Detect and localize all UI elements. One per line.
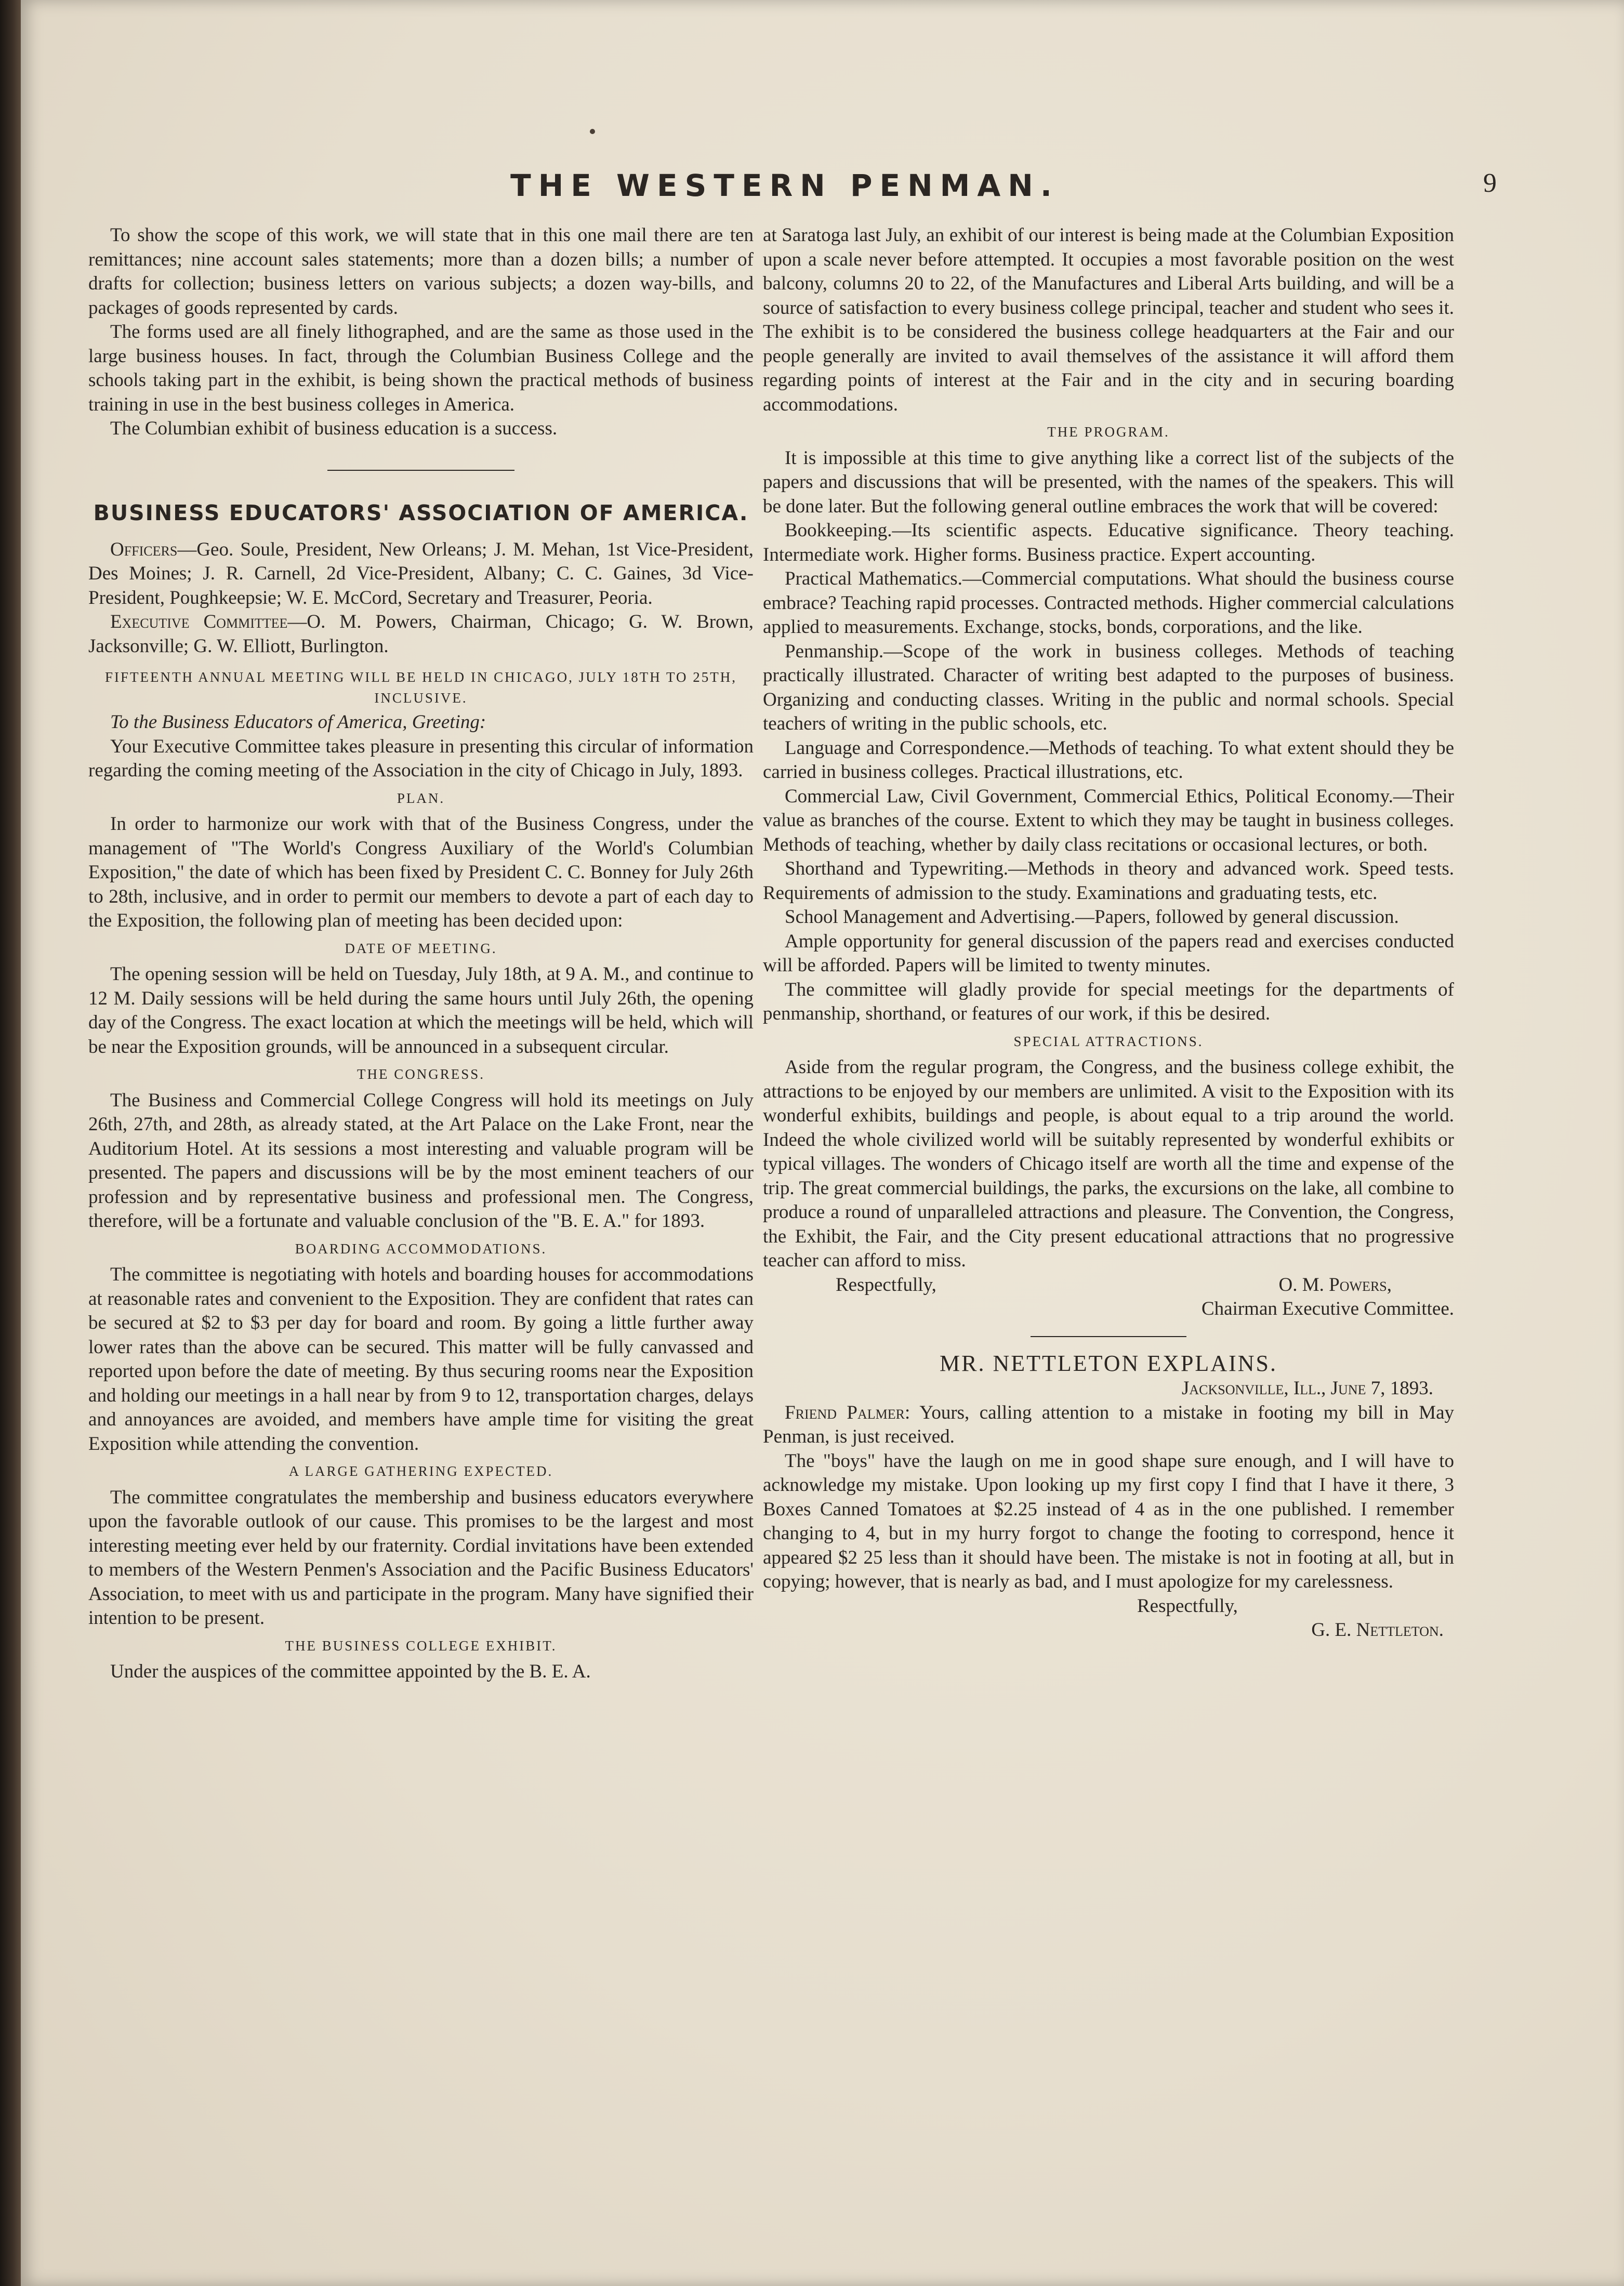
program-item: Bookkeeping.—Its scientific aspects. Educative significance. Theory teaching. Intermediate work. Higher forms. Business practice. Expert accounting.: [763, 520, 1454, 565]
subheading: SPECIAL ATTRACTIONS.: [1013, 1033, 1204, 1049]
officers-text: —Geo. Soule, President, New Orleans; J. M. Mehan, 1st Vice-President, Des Moines; J. R. Carnell, 2d Vice-President, Albany; C. C. Gaines, 3d Vice-President, Poughkeepsie; W. E. McCord, Secretary and Treasurer, Peoria.: [88, 538, 754, 609]
masthead-title: THE WESTERN PENMAN.: [510, 168, 1059, 203]
executive-text: —O. M. Powers, Chairman, Chicago; G. W. Brown, Jacksonville; G. W. Elliott, Burlington.: [88, 611, 754, 657]
program-item: School Management and Advertising.—Papers, followed by general discussion.: [785, 906, 1399, 928]
paragraph: Aside from the regular program, the Congress, and the business college exhibit, the attractions to be enjoyed by our members are unlimited. A visit to the Exposition with its wonderful exhibits, buildings and people, is about equal to a trip around the world. Indeed the whole civilized world will be suitably represented by wonderful exhibits or typical villages. The wonders of Chicago itself are worth all the time and expense of the trip. The great commercial buildings, the parks, the excursions on the lake, all combine to produce a round of unparalleled attractions and pleasure. The Convention, the Congress, the Exhibit, the Fair, and the City present educational attractions that no progressive teacher can afford to miss.: [763, 1056, 1454, 1271]
paragraph: Your Executive Committee takes pleasure in presenting this circular of information regarding the coming meeting of the Association in the city of Chicago in July, 1893.: [88, 735, 754, 781]
subheading: THE CONGRESS.: [357, 1066, 485, 1082]
executive-label: Executive Committee: [110, 611, 288, 632]
subheading: DATE OF MEETING.: [345, 940, 497, 956]
paragraph: Ample opportunity for general discussion of the papers read and exercises conducted will be afforded. Papers will be limited to twenty minutes.: [763, 930, 1454, 976]
closing: Respectfully,: [1137, 1595, 1238, 1617]
paragraph: The forms used are all finely lithographed, and are the same as those used in the large business houses. In fact, through the Columbian Business College and the schools taking part in the exhibit, is being shown the practical methods of business training in use in the best business colleges in America.: [88, 321, 754, 415]
left-column: [88, 223, 754, 1684]
officers-paragraph: [88, 538, 754, 611]
subheading: PLAN.: [397, 790, 445, 806]
paragraph: at Saratoga last July, an exhibit of our interest is being made at the Columbian Exposition upon a scale never before attempted. It occupies a most favorable position on the west balcony, columns 20 to 22, of the Manufactures and Liberal Arts building, and will be a source of satisfaction to every business college principal, teacher and student who sees it. The exhibit is to be considered the business college headquarters at the Fair and our people generally are invited to avail themselves of the assistance it will afford them regarding points of interest at the Fair and in the city and in securing boarding accommodations.: [763, 224, 1454, 415]
program-item: Practical Mathematics.—Commercial computations. What should the business course embrace? Teaching rapid processes. Contracted methods. Higher commercial calculations applied to measurements. Exchange, stocks, bonds, corporations, and the like.: [763, 568, 1454, 638]
paragraph: The opening session will be held on Tuesday, July 18th, at 9 A. M., and continue to 12 M. Daily sessions will be held during the same hours until July 26th, the opening day of the Congress. The exact location at which the meetings will be held, which will be near the Exposition grounds, will be announced in a subsequent circular.: [88, 963, 754, 1058]
paragraph: In order to harmonize our work with that of the Business Congress, under the management of "The World's Congress Auxiliary of the World's Columbian Exposition," the date of which has been fixed by President C. C. Bonney for July 26th to 28th, inclusive, and in order to permit our members to devote a part of each day to the Exposition, the following plan of meeting has been decided upon:: [88, 813, 754, 931]
signature-name: O. M. Powers,: [1278, 1274, 1392, 1296]
paragraph: The Business and Commercial College Congress will hold its meetings on July 26th, 27th, and 28th, as already stated, at the Art Palace on the Lake Front, near the Auditorium Hotel. At its sessions a most interesting and valuable program will be presented. The papers and discussions will be by the most eminent teachers of our profession and by representative business and professional men. The Congress, therefore, will be a fortunate and valuable conclusion of the "B. E. A." for 1893.: [88, 1089, 754, 1232]
paragraph: Under the auspices of the committee appointed by the B. E. A.: [110, 1661, 591, 1682]
ink-dot: [590, 129, 595, 134]
paragraph: The committee congratulates the membership and business educators everywhere upon the favorable outlook of our cause. This promises to be the largest and most interesting meeting ever held by our fraternity. Cordial invitations have been extended to members of the Western Penmen's Association and the Pacific Business Educators' Association, to meet with us and participate in the program. Many have signified their intention to be present.: [88, 1486, 754, 1629]
paragraph: The committee is negotiating with hotels and boarding houses for accommodations at reasonable rates and convenient to the Exposition. They are confident that rates can be secured at $2 to $3 per day for board and room. By going a little further away lower rates than the above can be secured. This matter will be fully canvassed and reported upon before the date of meeting. By thus securing rooms near the Exposition and holding our meetings in a hall near by from 9 to 12, transportation charges, delays and annoyances are avoided, and members have ample time for visiting the great Exposition while attending the convention.: [88, 1264, 754, 1455]
paragraph: To show the scope of this work, we will state that in this one mail there are ten remittances; nine account sales statements; more than a dozen bills; a number of drafts for collection; business letters on various subjects; a dozen way-bills, and packages of goods represented by cards.: [88, 224, 754, 319]
program-item: Language and Correspondence.—Methods of teaching. To what extent should they be carried in business colleges. Practical illustrations, etc.: [763, 737, 1454, 783]
dateline: Jacksonville, Ill., June 7, 1893.: [1181, 1378, 1433, 1399]
subheading: BOARDING ACCOMMODATIONS.: [295, 1240, 547, 1257]
officers-label: Officers: [110, 538, 178, 560]
article-title: MR. NETTLETON EXPLAINS.: [940, 1350, 1277, 1376]
scanned-page: [21, 0, 1624, 2286]
signature-block: [763, 1273, 1454, 1298]
subheading: THE PROGRAM.: [1047, 424, 1170, 440]
right-column: [763, 223, 1454, 1643]
article-title: BUSINESS EDUCATORS' ASSOCIATION OF AMERICA.: [93, 500, 749, 525]
subheading: A LARGE GATHERING EXPECTED.: [288, 1463, 553, 1479]
letter-text: Yours, calling attention to a mistake in footing my bill in May Penman, is just received.: [763, 1402, 1454, 1447]
section-divider: [1031, 1336, 1186, 1337]
book-spine-edge: [0, 0, 21, 2286]
salutation: Friend Palmer:: [785, 1402, 910, 1423]
program-item: Shorthand and Typewriting.—Methods in theory and advanced work. Speed tests. Requirements of admission to the study. Examinations and graduating tests, etc.: [763, 858, 1454, 904]
executive-paragraph: [88, 610, 754, 658]
signature-respectfully: Respectfully,: [836, 1274, 936, 1296]
page-number: 9: [1483, 168, 1497, 198]
paragraph: It is impossible at this time to give anything like a correct list of the subjects of the papers and discussions that will be presented, with the names of the speakers. This will be done later. But the following general outline embraces the work that will be covered:: [763, 447, 1454, 517]
subheading: FIFTEENTH ANNUAL MEETING WILL BE HELD IN CHICAGO, JULY 18TH TO 25TH, INCLUSIVE.: [105, 669, 737, 706]
closing-name: G. E. Nettleton.: [1311, 1619, 1444, 1641]
signature-title: Chairman Executive Committee.: [1201, 1298, 1454, 1319]
paragraph: The "boys" have the laugh on me in good shape sure enough, and I will have to acknowledge my mistake. Upon looking up my first copy I find that I have it there, 3 Boxes Canned Tomatoes at $2.25 instead of 4 as in the one published. I remember changing to 4, but in my hurry forgot to change the footing to correspond, hence it appeared $2 25 less than it should have been. The mistake is not in footing at all, but in copying; however, that is nearly as bad, and I must apologize for my carelessness.: [763, 1450, 1454, 1592]
paragraph: The Columbian exhibit of business education is a success.: [110, 418, 558, 439]
letter-opening: [763, 1401, 1454, 1449]
program-item: Commercial Law, Civil Government, Commercial Ethics, Political Economy.—Their value as branches of the course. Extent to which they may be taught in business colleges. Methods of teaching, whether by daily class recitations or occasional lectures, or both.: [763, 785, 1454, 855]
greeting: To the Business Educators of America, Greeting:: [110, 711, 486, 733]
program-item: Penmanship.—Scope of the work in business colleges. Methods of teaching practically illustrated. Character of writing best adapted to the purposes of business. Organizing and conducting classes. Writing in the public and normal schools. Special teachers of writing in the public schools, etc.: [763, 640, 1454, 734]
section-divider: [327, 470, 514, 471]
page-header: [83, 158, 1497, 210]
subheading: THE BUSINESS COLLEGE EXHIBIT.: [285, 1637, 557, 1654]
paragraph: The committee will gladly provide for special meetings for the departments of penmanship, shorthand, or features of our work, if this be desired.: [763, 979, 1454, 1024]
